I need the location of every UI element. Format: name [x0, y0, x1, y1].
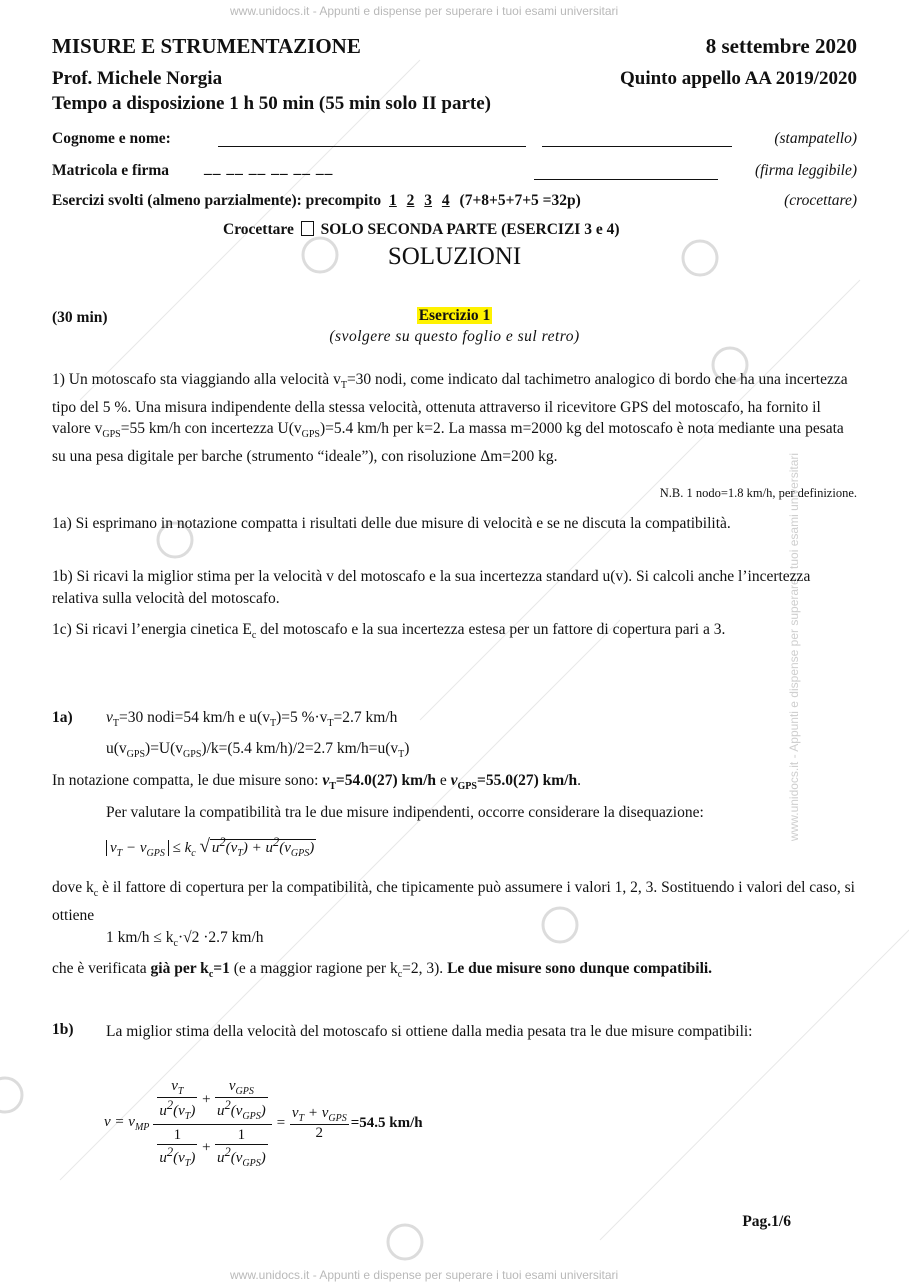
name-field-2[interactable]: [542, 130, 732, 147]
esercizio-1-check[interactable]: 1: [389, 192, 397, 209]
inequality-values: 1 $km/h \le k_c\cdot√2 \cdot 2.7$ km/h: [106, 929, 264, 950]
s1a-l2a: u(v: [106, 740, 127, 757]
verified-pre: che è verificata: [52, 960, 151, 977]
solution-1b-text: La miglior stima della velocità del motoscafo si ottiene dalla media pesata tra le due misure compatibili:: [106, 1023, 753, 1040]
problem-text-4: )=5.4 km/h per k=2. La massa m=2000 kg del motoscafo è nota mediante una pesata su una pesa digitale per barche (strumento “ideale”), con risoluzione Δm=200 kg.: [52, 420, 844, 465]
esercizio-3-check[interactable]: 3: [424, 192, 433, 209]
name-field[interactable]: [218, 130, 526, 147]
firma-hint: (firma leggibile): [754, 162, 857, 179]
problem-sub-3: GPS: [301, 429, 320, 441]
dove-text: dove $k_c$ è il fattore di copertura per la compatibilità, che tipicamente può assumere i valori 1, 2, 3. Sostituendo i valori del caso, si ottiene: [52, 879, 855, 924]
problem-sub-2: GPS: [102, 429, 121, 441]
matricola-label: Matricola e firma: [52, 162, 170, 179]
verified-bold2: =1: [213, 960, 230, 977]
weighted-mean-formula: $v = v_{MP}$ $\frac{v_T}{u^2(v_T)}$ + $\frac{v_{GPS}}{u^2(v_{GPS})}$ $\frac{1}{u^2(v_T)}$ + $\frac{1}{u^2(v_{GPS})}$ = $\frac{v_T + v_{GPS}}{2}$ =54.5 km/h: [104, 1078, 423, 1169]
sub-t2: T: [269, 718, 277, 730]
esercizi-hint: (crocettare): [784, 192, 857, 209]
exercise-title-wrap: [0, 307, 909, 325]
second-part-checkbox[interactable]: [301, 221, 314, 236]
sub-t4: T: [398, 749, 405, 761]
v-symbol: v: [106, 709, 113, 726]
verified-mid: (e a maggior ragione per k: [229, 960, 398, 977]
question-1c: [52, 619, 858, 647]
exercise-time: (30 min): [52, 309, 108, 326]
page-number: Pag.1/6: [742, 1213, 791, 1230]
name-label: Cognome e nome:: [52, 130, 171, 147]
compact-b: =55.0(27) km/h: [476, 772, 578, 789]
solution-1a-line1: [106, 709, 397, 729]
question-1a: 1a) Si esprimano in notazione compatta i risultati delle due misure di velocità e se ne discuta la compatibilità.: [52, 515, 731, 532]
name-hint: (stampatello): [774, 130, 857, 147]
esercizi-points: (7+8+5+7+5 =32p): [459, 192, 581, 209]
solution-1a-label: 1a): [52, 709, 73, 726]
weighted-mean-result: =54.5 km/h: [350, 1115, 423, 1131]
dove-a: dove k: [52, 879, 94, 896]
question-1b: 1b) Si ricavi la miglior stima per la velocità v del motoscafo e la sua incertezza standard u(v). Si calcoli anche l’incertezza relativa sulla velocità del motoscafo.: [52, 568, 811, 607]
esercizi-row: [52, 192, 581, 210]
compat-inequality: $v_T - v_{GPS} \le k_c$ √ $u^2(v_T) + u^2(v_{GPS})$: [106, 835, 316, 859]
verified-mid2: =2, 3).: [402, 960, 448, 977]
signature-field[interactable]: [534, 163, 718, 180]
solution-1b-label: 1b): [52, 1021, 74, 1038]
sub-t: T: [112, 718, 119, 730]
ineq-a: 1 km/h ≤ k: [106, 929, 174, 946]
problem-sub-1: T: [340, 380, 347, 392]
course-title: MISURE E STRUMENTAZIONE: [52, 34, 361, 58]
q1c-text: 1c) Si ricavi l’energia cinetica E: [52, 621, 252, 638]
compact-mid: e: [436, 772, 451, 789]
second-part-row: [223, 221, 620, 239]
s1a-l1-end: )=5 %·v: [276, 709, 328, 726]
q1c-end: del motoscafo e la sua incertezza estesa per un fattore di copertura pari a 3.: [256, 621, 726, 638]
esercizio-4-check[interactable]: 4: [441, 192, 450, 209]
problem-text-2: =30 nodi, come indicato dal tachimetro analogico di bordo che ha una incertezza tipo del 5 %. Una misura indipendente della stessa velocità, ottenuta attraverso il ricevitore GPS del motoscafo, ha fornito il valore v: [52, 371, 848, 438]
watermark-top: www.unidocs.it - Appunti e dispense per superare i tuoi esami universitari: [230, 4, 619, 18]
q1c-sub: c: [251, 630, 257, 642]
s1a-l2c: )/k=(5.4 km/h)/2=2.7 km/h=u(v: [201, 740, 399, 757]
nb-note: N.B. 1 nodo=1.8 km/h, per definizione.: [659, 486, 857, 500]
checkbox-label-post: SOLO SECONDA PARTE (ESERCIZI 3 e 4): [320, 221, 620, 238]
exam-date: 8 settembre 2020: [705, 34, 857, 58]
s1a-l1: =30 nodi=54 km/h e u(v: [119, 709, 270, 726]
exercise-title: Esercizio 1: [418, 307, 491, 324]
solutions-title: SOLUZIONI: [387, 243, 522, 270]
compact-pre: In notazione compatta, le due misure sono:: [52, 772, 323, 789]
verified-bold: già per k: [150, 960, 209, 977]
sub-gps2: GPS: [183, 749, 202, 761]
solution-1a-line2: [106, 740, 409, 760]
compat-text: Per valutare la compatibilità tra le due misure indipendenti, occorre considerare la disequazione:: [106, 804, 704, 821]
watermark-bottom: www.unidocs.it - Appunti e dispense per superare i tuoi esami universitari: [230, 1268, 619, 1282]
watermark-right: www.unidocs.it - Appunti e dispense per superare i tuoi esami universitari: [787, 452, 802, 842]
exercise-subtitle: (svolgere su questo foglio e sul retro): [329, 328, 580, 345]
problem-text-1: 1) Un motoscafo sta viaggiando alla velocità v: [52, 371, 341, 388]
s1a-l2b: )=U(v: [145, 740, 184, 757]
verified-end: Le due misure sono dunque compatibili.: [447, 960, 713, 977]
dove-b: è il fattore di copertura per la compatibilità, che tipicamente può assumere i valori 1, 2, 3. Sostituendo i valori del caso, si ottiene: [52, 879, 855, 924]
exam-session: Quinto appello AA 2019/2020: [619, 68, 857, 89]
compact-notation: In notazione compatta, le due misure sono: $v_T=54.0(27)$ km/h e $v_{GPS}=55.0(27)$ km/h.: [52, 772, 581, 793]
esercizio-2-check[interactable]: 2: [406, 192, 415, 209]
problem-text-3: =55 km/h con incertezza U(v: [120, 420, 302, 438]
s1a-l2d: ): [404, 740, 410, 757]
checkbox-label-pre: Crocettare: [223, 221, 294, 238]
ineq-b: ·√2 ·2.7 km/h: [177, 929, 264, 946]
problem-statement: [52, 369, 858, 467]
s1a-l1-val: =2.7 km/h: [333, 709, 398, 726]
esercizi-label: Esercizi svolti (almeno parzialmente): precompito: [52, 192, 382, 209]
compact-a: =54.0(27) km/h: [335, 772, 436, 789]
verified-line: che è verificata già per $k_c=1$ (e a maggior ragione per $k_c=2$, 3). Le due misure sono dunque compatibili.: [52, 960, 713, 981]
sub-gps1: GPS: [126, 749, 146, 761]
time-available: Tempo a disposizione 1 h 50 min (55 min solo II parte): [52, 93, 491, 114]
professor: Prof. Michele Norgia: [52, 68, 223, 89]
sub-t3: T: [327, 718, 334, 730]
matricola-field[interactable]: __ __ __ __ __ __: [204, 160, 334, 177]
